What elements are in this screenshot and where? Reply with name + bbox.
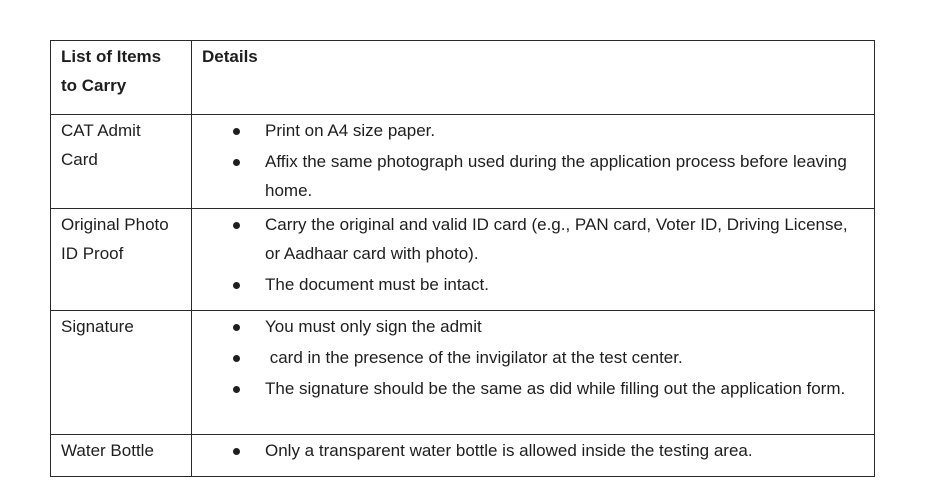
bullet-icon [233,324,240,331]
list-item [265,116,864,145]
table-row [51,115,875,209]
bullet-icon [233,448,240,455]
details-cell [192,311,875,435]
detail-text: Print on A4 size paper. [265,121,436,140]
table-header-row [51,41,875,115]
bullet-icon [233,159,240,166]
detail-text: You must only sign the admit [265,317,482,336]
details-cell [192,115,875,209]
detail-text: Only a transparent water bottle is allowed inside the testing area. [265,441,753,460]
table-row [51,209,875,311]
item-cell: Water Bottle [51,435,192,477]
detail-text: The signature should be the same as did while filling out the application form. [265,379,846,398]
detail-text: Carry the original and valid ID card (e.g., PAN card, Voter ID, Driving License, or Aadhaar card with photo). [265,215,848,263]
items-to-carry-table [50,40,875,477]
details-cell [192,435,875,477]
details-list [202,312,864,403]
details-list [202,210,864,299]
bullet-icon [233,128,240,135]
table-row [51,311,875,435]
details-list [202,436,864,465]
item-cell: Original Photo ID Proof [51,209,192,311]
item-cell: CAT Admit Card [51,115,192,209]
detail-text: The document must be intact. [265,275,489,294]
header-items: List of Items to Carry [51,41,192,115]
header-details: Details [192,41,875,115]
detail-text: Affix the same photograph used during the application process before leaving home. [265,152,847,200]
bullet-icon [233,222,240,229]
list-item [265,312,864,341]
list-item [265,147,864,205]
detail-text: card in the presence of the invigilator at the test center. [265,348,683,367]
list-item [265,343,864,372]
bullet-icon [233,282,240,289]
details-cell [192,209,875,311]
item-cell: Signature [51,311,192,435]
bullet-icon [233,386,240,393]
table-row [51,435,875,477]
list-item [265,436,864,465]
details-list [202,116,864,205]
list-item [265,270,864,299]
bullet-icon [233,355,240,362]
list-item [265,374,864,403]
list-item [265,210,864,268]
